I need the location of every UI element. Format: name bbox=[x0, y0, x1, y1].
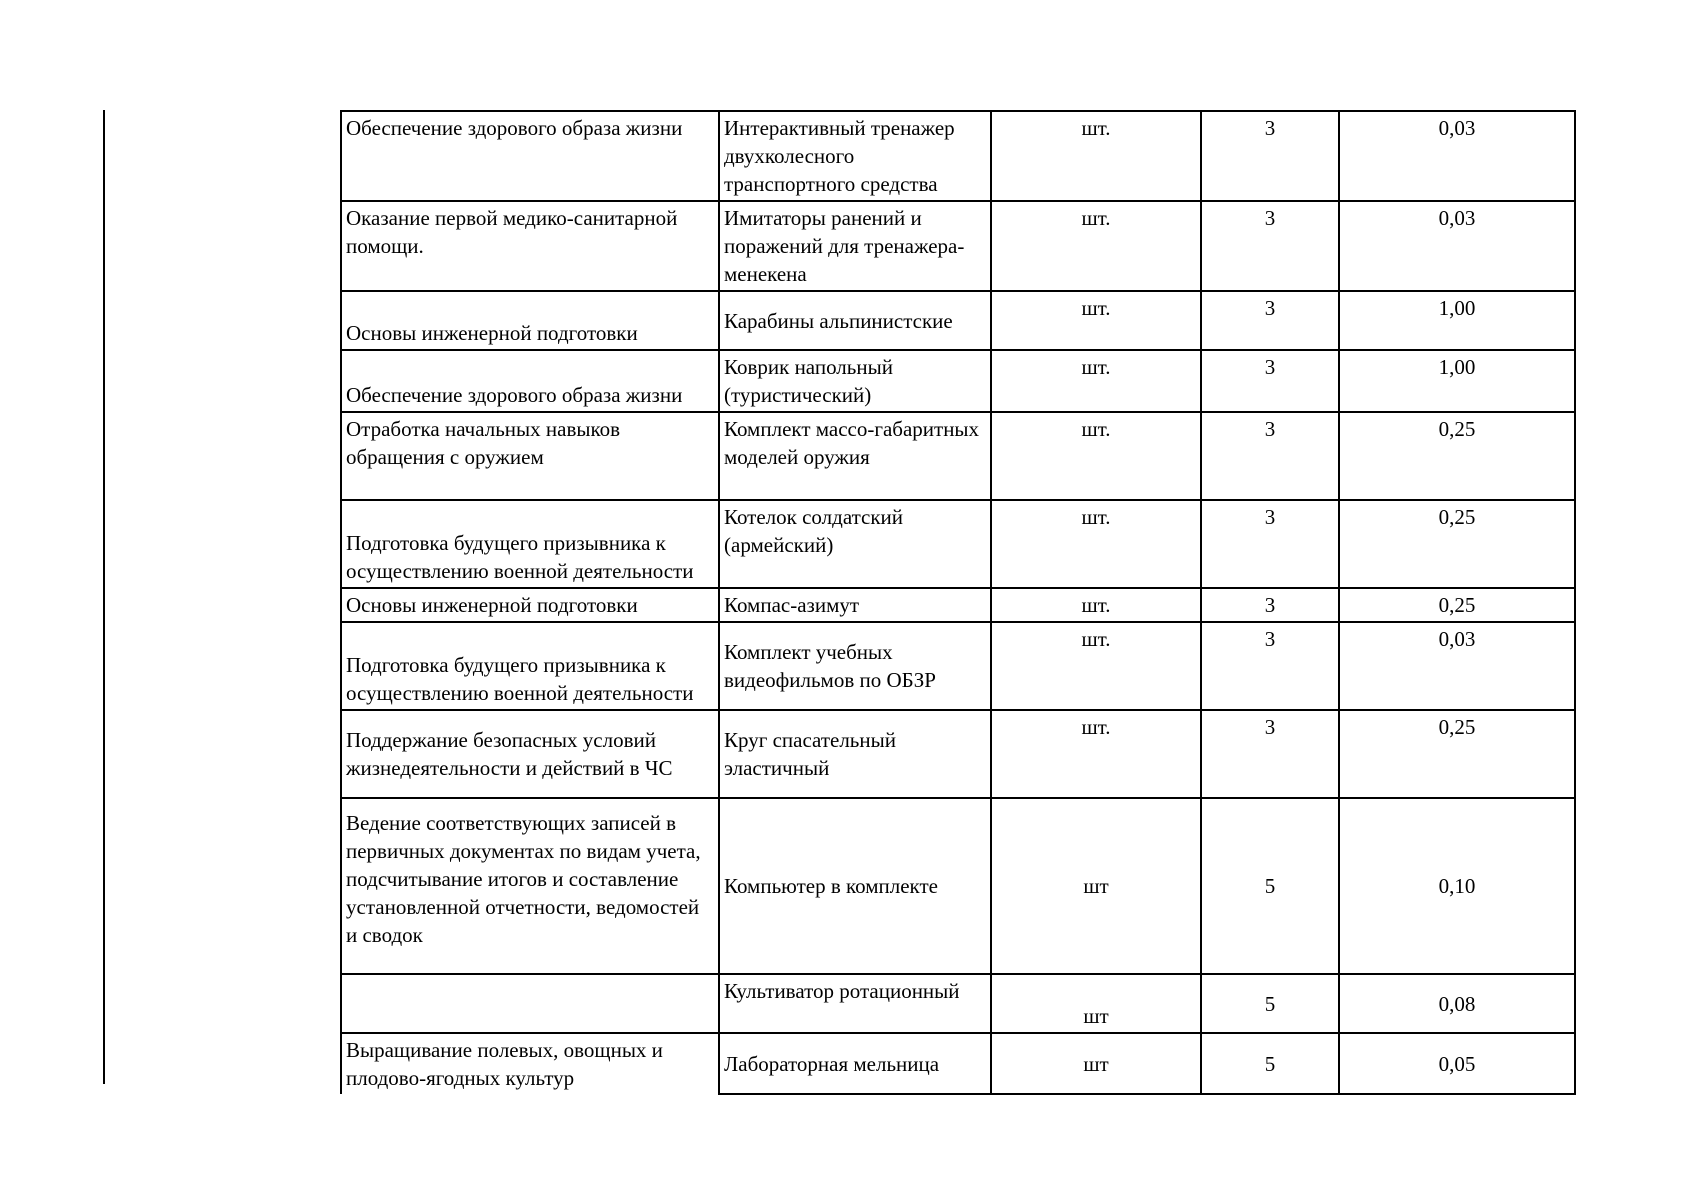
table-row bbox=[341, 974, 1575, 1033]
norm-cell: 0,03 bbox=[1339, 201, 1575, 291]
unit-cell: шт. bbox=[991, 201, 1201, 291]
table-row bbox=[341, 350, 1575, 412]
table-row bbox=[341, 111, 1575, 201]
norm-cell: 0,25 bbox=[1339, 710, 1575, 798]
quantity-cell: 5 bbox=[1201, 798, 1339, 974]
unit-cell: шт. bbox=[991, 500, 1201, 588]
table-row bbox=[341, 588, 1575, 622]
activity-cell bbox=[341, 974, 719, 1033]
unit-cell: шт. bbox=[991, 622, 1201, 710]
activity-cell: Подготовка будущего призывника к осуществлению военной деятельности bbox=[341, 622, 719, 710]
quantity-cell: 5 bbox=[1201, 1033, 1339, 1094]
activity-cell: Подготовка будущего призывника к осуществлению военной деятельности bbox=[341, 500, 719, 588]
activity-cell: Основы инженерной подготовки bbox=[341, 291, 719, 350]
equipment-cell: Комплект учебных видеофильмов по ОБЗР bbox=[719, 622, 991, 710]
unit-cell: шт. bbox=[991, 710, 1201, 798]
norm-cell: 1,00 bbox=[1339, 350, 1575, 412]
equipment-cell: Имитаторы ранений и поражений для тренажера-менекена bbox=[719, 201, 991, 291]
table-row bbox=[341, 500, 1575, 588]
norm-cell: 0,03 bbox=[1339, 622, 1575, 710]
equipment-cell: Котелок солдатский (армейский) bbox=[719, 500, 991, 588]
unit-cell: шт. bbox=[991, 350, 1201, 412]
unit-cell: шт bbox=[991, 974, 1201, 1033]
equipment-cell: Круг спасательный эластичный bbox=[719, 710, 991, 798]
activity-cell: Оказание первой медико-санитарной помощи. bbox=[341, 201, 719, 291]
unit-cell: шт. bbox=[991, 412, 1201, 500]
table-row bbox=[341, 1033, 1575, 1094]
unit-cell: шт. bbox=[991, 588, 1201, 622]
equipment-table bbox=[340, 110, 1576, 1095]
quantity-cell: 3 bbox=[1201, 710, 1339, 798]
table-row bbox=[341, 412, 1575, 500]
equipment-cell: Культиватор ротационный bbox=[719, 974, 991, 1033]
quantity-cell: 3 bbox=[1201, 412, 1339, 500]
equipment-cell: Интерактивный тренажер двухколесного транспортного средства bbox=[719, 111, 991, 201]
norm-cell: 0,25 bbox=[1339, 500, 1575, 588]
norm-cell: 0,08 bbox=[1339, 974, 1575, 1033]
quantity-cell: 3 bbox=[1201, 201, 1339, 291]
page-margin-line bbox=[103, 110, 105, 1084]
norm-cell: 0,25 bbox=[1339, 588, 1575, 622]
quantity-cell: 3 bbox=[1201, 350, 1339, 412]
activity-cell: Выращивание полевых, овощных и плодово-ягодных культур bbox=[341, 1033, 719, 1094]
activity-cell: Обеспечение здорового образа жизни bbox=[341, 350, 719, 412]
equipment-cell: Компьютер в комплекте bbox=[719, 798, 991, 974]
activity-cell: Отработка начальных навыков обращения с оружием bbox=[341, 412, 719, 500]
quantity-cell: 3 bbox=[1201, 622, 1339, 710]
unit-cell: шт. bbox=[991, 111, 1201, 201]
table-row bbox=[341, 622, 1575, 710]
unit-cell: шт. bbox=[991, 291, 1201, 350]
norm-cell: 0,05 bbox=[1339, 1033, 1575, 1094]
activity-cell: Основы инженерной подготовки bbox=[341, 588, 719, 622]
unit-cell: шт bbox=[991, 1033, 1201, 1094]
quantity-cell: 3 bbox=[1201, 500, 1339, 588]
table-row bbox=[341, 291, 1575, 350]
table-row bbox=[341, 201, 1575, 291]
norm-cell: 0,03 bbox=[1339, 111, 1575, 201]
equipment-cell: Карабины альпинистские bbox=[719, 291, 991, 350]
table-row bbox=[341, 710, 1575, 798]
norm-cell: 0,25 bbox=[1339, 412, 1575, 500]
norm-cell: 0,10 bbox=[1339, 798, 1575, 974]
equipment-cell: Лабораторная мельница bbox=[719, 1033, 991, 1094]
table-row bbox=[341, 798, 1575, 974]
unit-cell: шт bbox=[991, 798, 1201, 974]
activity-cell: Обеспечение здорового образа жизни bbox=[341, 111, 719, 201]
quantity-cell: 3 bbox=[1201, 111, 1339, 201]
equipment-cell: Компас-азимут bbox=[719, 588, 991, 622]
equipment-cell: Коврик напольный (туристический) bbox=[719, 350, 991, 412]
norm-cell: 1,00 bbox=[1339, 291, 1575, 350]
equipment-cell: Комплект массо-габаритных моделей оружия bbox=[719, 412, 991, 500]
quantity-cell: 3 bbox=[1201, 291, 1339, 350]
quantity-cell: 3 bbox=[1201, 588, 1339, 622]
activity-cell: Поддержание безопасных условий жизнедеятельности и действий в ЧС bbox=[341, 710, 719, 798]
quantity-cell: 5 bbox=[1201, 974, 1339, 1033]
activity-cell: Ведение соответствующих записей в первичных документах по видам учета, подсчитывание итогов и составление установленной отчетности, ведомостей и сводок bbox=[341, 798, 719, 974]
